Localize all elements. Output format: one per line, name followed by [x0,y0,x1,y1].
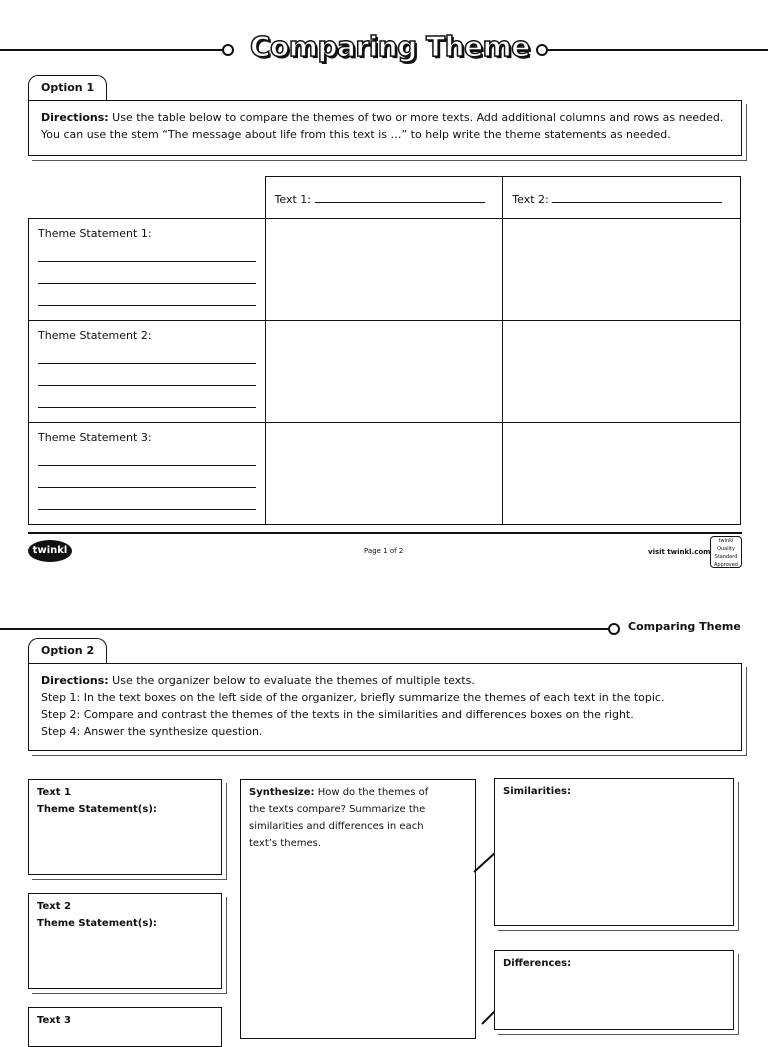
writing-line[interactable] [38,364,256,386]
synthesize-box[interactable] [240,779,476,1039]
theme-statement-1-cell [29,219,266,321]
text-2-title: Text 2 [37,901,71,912]
step-2: Step 2: Compare and contrast the themes of the texts in the similarities and differences boxes on the right. [41,708,634,721]
writing-line[interactable] [38,284,256,306]
directions-box-1 [28,100,742,156]
text-2-header: Text 2: [512,193,549,206]
writing-line[interactable] [38,444,256,466]
text-1-response-cell[interactable] [265,423,503,525]
text-1-header: Text 1: [274,193,312,206]
header-rule [0,628,608,630]
text-3-box[interactable] [28,1007,222,1047]
quality-badge-text: twinkl Quality Standard Approved [714,538,738,568]
text-2-response-cell[interactable] [503,219,741,321]
connector-similarities [474,852,496,872]
directions-2-label: Directions: [41,674,109,687]
text-1-response-cell[interactable] [265,321,503,423]
synthesize-text: How do the themes of the texts compare? Summarize the similarities and differences in each text’s themes. [249,787,429,849]
writing-line[interactable] [38,386,256,408]
text-2-response-cell[interactable] [503,423,741,525]
text-1-subtitle: Theme Statement(s): [37,804,157,815]
header-rule-knob [608,623,620,635]
similarities-label: Similarities: [503,786,571,797]
writing-line[interactable] [38,240,256,262]
step-4: Step 4: Answer the synthesize question. [41,725,263,738]
writing-line[interactable] [38,262,256,284]
synthesize-label: Synthesize: [249,787,315,798]
text-1-title-blank[interactable] [315,191,485,203]
theme-statement-3-label: Theme Statement 3: [38,431,152,444]
directions-text: Use the table below to compare the themes of two or more texts. Add additional columns and rows as needed. You can use the stem “The message about life from this text is …” to help write the theme statements as needed. [41,111,724,141]
footer-rule [28,532,742,534]
theme-comparison-table [28,176,741,525]
text-1-title: Text 1 [37,787,71,798]
title-rule-left-knob [222,44,234,56]
similarities-box[interactable] [494,778,734,926]
twinkl-logo: twinkl [28,540,72,562]
text-2-box[interactable] [28,893,222,989]
writing-line[interactable] [38,466,256,488]
writing-line[interactable] [38,488,256,510]
theme-statement-3-cell [29,423,266,525]
theme-statement-2-label: Theme Statement 2: [38,329,152,342]
step-1: Step 1: In the text boxes on the left side of the organizer, briefly summarize the themes of each text in the topic. [41,691,665,704]
text-3-title: Text 3 [37,1015,71,1026]
title-rule-right [548,49,768,51]
differences-box[interactable] [494,950,734,1030]
page-2-header-title: Comparing Theme [628,620,741,633]
directions-2-text: Use the organizer below to evaluate the themes of multiple texts. [108,674,475,687]
differences-label: Differences: [503,958,572,969]
quality-badge [710,536,742,568]
text-1-response-cell[interactable] [265,219,503,321]
site-link[interactable]: visit twinkl.com [648,548,711,556]
writing-line[interactable] [38,342,256,364]
theme-statement-1-label: Theme Statement 1: [38,227,152,240]
text-1-box[interactable] [28,779,222,875]
page-number: Page 1 of 2 [364,547,404,555]
text-1-header-cell [265,177,503,219]
table-row [29,321,741,423]
text-2-header-cell [503,177,741,219]
table-row [29,219,741,321]
title-rule-right-knob [536,44,548,56]
directions-label: Directions: [41,111,109,124]
directions-box-2 [28,663,742,751]
option-1-tab: Option 1 [28,75,107,100]
page-title: Comparing Theme [250,30,530,63]
text-2-response-cell[interactable] [503,321,741,423]
theme-statement-2-cell [29,321,266,423]
text-2-subtitle: Theme Statement(s): [37,918,157,929]
table-row [29,423,741,525]
text-2-title-blank[interactable] [552,191,722,203]
title-rule-left [0,49,222,51]
option-2-tab: Option 2 [28,638,107,663]
